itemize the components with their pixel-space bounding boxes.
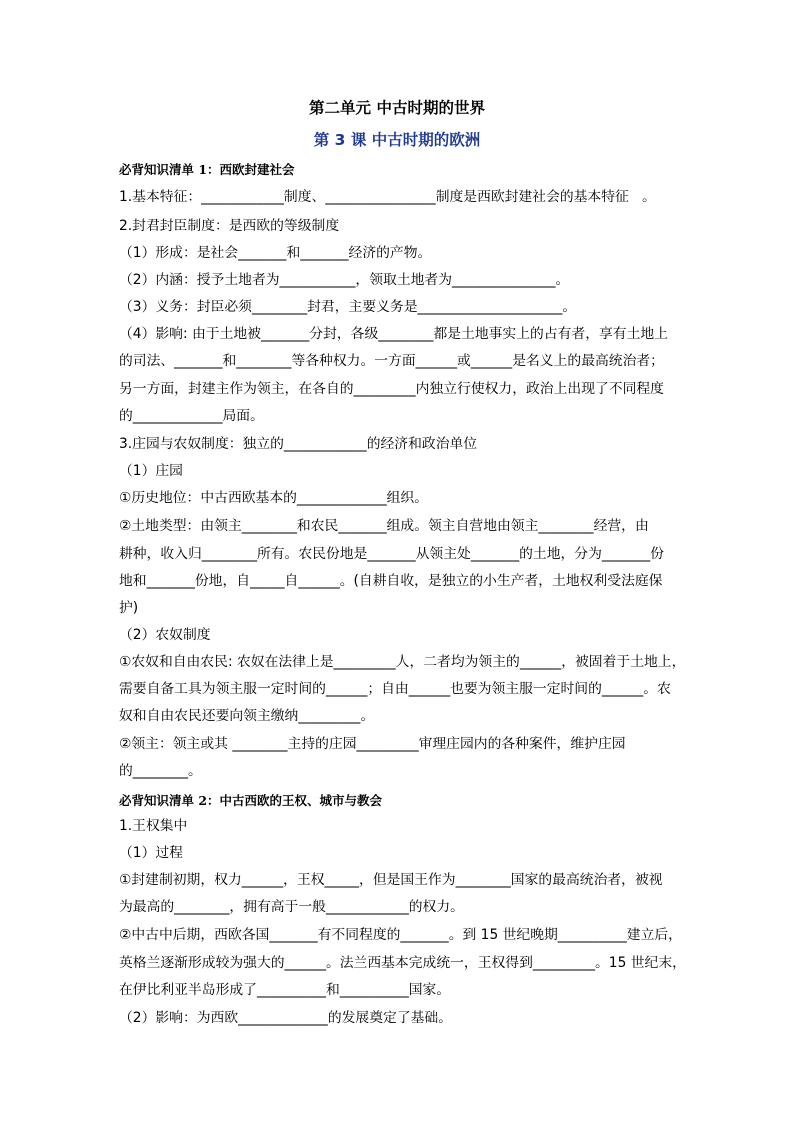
- text-line: 3.庄园与农奴制度：独立的____________的经济和政治单位: [119, 436, 478, 452]
- text-line: ①封建制初期，权力______，王权_____，但是国王作为________国家的最高统治者，被视: [119, 872, 663, 888]
- text-line: 地和_______份地，自_____自______。(自耕自收，是独立的小生产者，土地权利受法庭保: [119, 573, 663, 589]
- text-line: （1）庄园: [119, 463, 183, 479]
- text-line: 1.王权集中: [119, 818, 188, 834]
- text-line: ②中古中后期，西欧各国_______有不同程度的_______。到 15 世纪晚期__________建立后，: [119, 927, 682, 943]
- text-line: （2）影响：为西欧_____________的发展奠定了基础。: [119, 1010, 453, 1026]
- text-line: ①历史地位：中古西欧基本的_____________组织。: [119, 490, 429, 506]
- text-line: （1）过程: [119, 845, 183, 861]
- text-line: ①农奴和自由农民: 农奴在法律上是_________人，二者均为领主的______，被固着于土地上，: [119, 654, 686, 670]
- text-line: ②土地类型：由领主________和农民_______组成。领主自营地由领主________经营，由: [119, 518, 649, 534]
- text-line: 耕种，收入归________所有。农民份地是_______从领主处_______的土地，分为_______份: [119, 546, 664, 562]
- section-heading-1: 必背知识清单 1：西欧封建社会: [119, 162, 295, 177]
- unit-title: 第二单元 中古时期的世界: [309, 99, 485, 117]
- text-line: 的________。: [119, 763, 202, 779]
- lesson-title: 第 3 课 中古时期的欧洲: [313, 131, 481, 149]
- text-line: （1）形成：是社会_______和_______经济的产物。: [119, 245, 432, 261]
- text-line: 英格兰逐渐形成较为强大的______。法兰西基本完成统一，王权得到_________。15 世纪末，: [119, 955, 686, 971]
- text-line: 2.封君封臣制度：是西欧的等级制度: [119, 218, 340, 234]
- text-line: 需要自备工具为领主服一定时间的______；自由______也要为领主服一定时间的______。农: [119, 681, 671, 697]
- text-line: ②领主：领主或其 ________主持的庄园_________审理庄园内的各种案件，维护庄园: [119, 736, 626, 752]
- text-line: 奴和自由农民还要向领主缴纳_________。: [119, 708, 375, 724]
- text-line: （3）义务：封臣必须________封君，主要义务是_____________________。: [119, 299, 577, 315]
- text-line: 另一方面，封建主作为领主，在各自的_________内独立行使权力，政治上出现了不同程度: [119, 381, 664, 397]
- text-line: 在伊比利亚半岛形成了__________和__________国家。: [119, 982, 451, 998]
- text-line: 为最高的________，拥有高于一般____________的权力。: [119, 899, 464, 915]
- text-line: 的司法、_______和________等各种权力。一方面______或______是名义上的最高统治者；: [119, 353, 664, 369]
- section-heading-2: 必背知识清单 2：中古西欧的王权、城市与教会: [119, 793, 383, 808]
- text-line: 的_____________局面。: [119, 408, 264, 424]
- text-line: （4）影响: 由于土地被_______分封，各级________都是土地事实上的占有者，享有土地上: [119, 326, 668, 342]
- text-line: （2）内涵：授予土地者为___________，领取土地者为_______________。: [119, 272, 570, 288]
- text-line: 1.基本特征：____________制度、________________制度是西欧封建社会的基本特征 。: [119, 189, 656, 205]
- text-line: 护): [119, 600, 139, 616]
- text-line: （2）农奴制度: [119, 627, 211, 643]
